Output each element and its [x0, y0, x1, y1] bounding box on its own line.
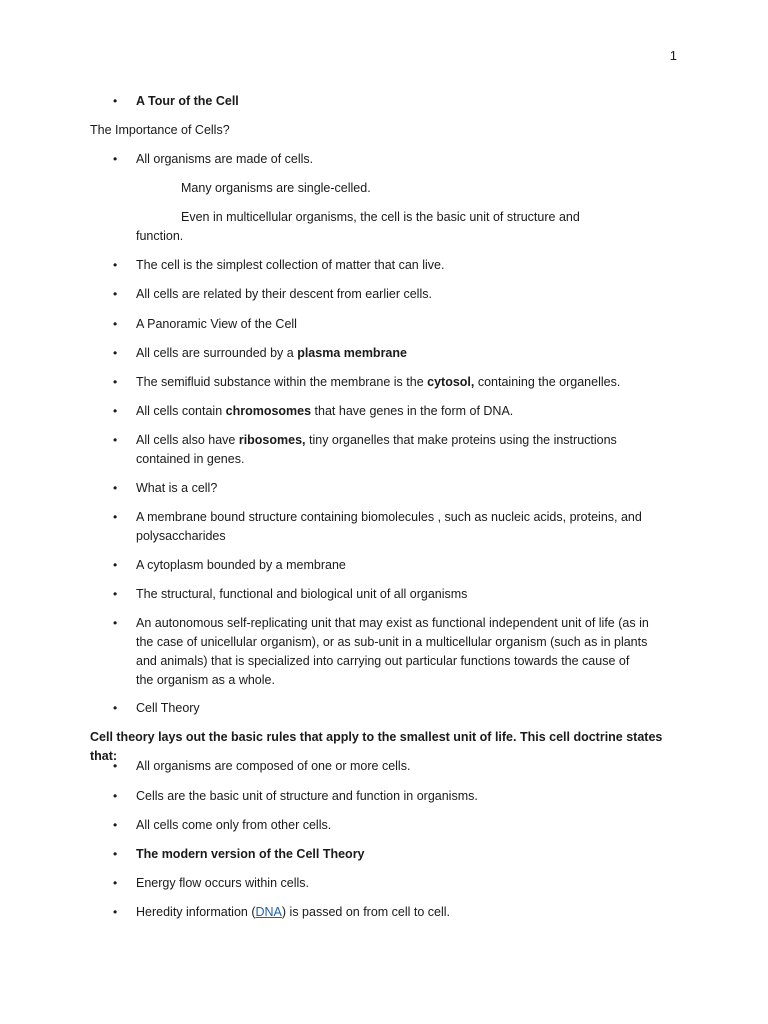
list-item — [136, 402, 676, 421]
text-run: Heredity information ( — [136, 905, 256, 919]
bullet-icon: • — [113, 346, 118, 360]
list-item: A membrane bound structure containing biomolecules , such as nucleic acids, proteins, and — [136, 510, 642, 524]
indented-line: Many organisms are single-celled. — [181, 181, 371, 195]
list-item: A cytoplasm bounded by a membrane — [136, 558, 346, 572]
list-item: All cells come only from other cells. — [136, 818, 332, 832]
bullet-icon: • — [113, 317, 118, 331]
bullet-icon: • — [113, 258, 118, 272]
continuation-line: and animals) that is specialized into carrying out particular functions towards the cause of — [136, 654, 630, 668]
page-number: 1 — [669, 48, 677, 63]
text-run: The semifluid substance within the membrane is the — [136, 375, 428, 389]
list-item: All cells are related by their descent from earlier cells. — [136, 287, 432, 301]
bullet-icon: • — [113, 759, 118, 773]
bullet-icon: • — [113, 905, 118, 919]
bullet-icon: • — [113, 558, 118, 572]
bullet-icon: • — [113, 616, 118, 630]
text-run: containing the organelles. — [474, 375, 621, 389]
indented-line: Even in multicellular organisms, the cell is the basic unit of structure and — [181, 210, 580, 224]
text-run: tiny organelles that make proteins using the instructions — [305, 433, 617, 447]
list-item: All organisms are made of cells. — [136, 152, 314, 166]
heading-importance-of-cells: The Importance of Cells? — [90, 123, 230, 137]
bullet-icon: • — [113, 587, 118, 601]
text-run: All cells are surrounded by a — [136, 346, 298, 360]
continuation-line: contained in genes. — [136, 452, 245, 466]
bold-term: ribosomes, — [238, 433, 306, 447]
text-run: All cells contain — [136, 404, 226, 418]
bullet-icon: • — [113, 152, 118, 166]
bullet-icon: • — [113, 287, 118, 301]
continuation-line: the case of unicellular organism), or as sub-unit in a multicellular organism (such as in plants — [136, 635, 648, 649]
text-run: All cells also have — [136, 433, 239, 447]
list-item: Cells are the basic unit of structure and function in organisms. — [136, 789, 478, 803]
list-item: An autonomous self-replicating unit that may exist as functional independent unit of life (as in — [136, 616, 649, 630]
list-item — [136, 373, 676, 392]
continuation-line: polysaccharides — [136, 529, 226, 543]
bullet-icon: • — [113, 481, 118, 495]
bullet-icon: • — [113, 510, 118, 524]
bullet-icon: • — [113, 433, 118, 447]
bullet-icon: • — [113, 789, 118, 803]
list-item — [136, 344, 676, 363]
bold-term: chromosomes — [225, 404, 312, 418]
list-item — [136, 903, 676, 922]
bullet-icon: • — [113, 701, 118, 715]
list-item: A Panoramic View of the Cell — [136, 317, 297, 331]
bold-term: cytosol, — [427, 375, 475, 389]
list-item: The cell is the simplest collection of matter that can live. — [136, 258, 445, 272]
bullet-icon: • — [113, 847, 118, 861]
bold-term: plasma membrane — [297, 346, 407, 360]
list-item: Energy flow occurs within cells. — [136, 876, 309, 890]
bullet-icon: • — [113, 94, 118, 108]
heading-tour-of-cell: A Tour of the Cell — [136, 94, 239, 108]
bullet-icon: • — [113, 818, 118, 832]
continuation-line: the organism as a whole. — [136, 673, 275, 687]
list-item: All organisms are composed of one or more cells. — [136, 759, 411, 773]
list-item: What is a cell? — [136, 481, 218, 495]
dna-link[interactable]: DNA — [255, 905, 282, 919]
bullet-icon: • — [113, 404, 118, 418]
cell-theory-intro: Cell theory lays out the basic rules that apply to the smallest unit of life. This cell doctrine states that: — [90, 730, 663, 763]
list-item: Cell Theory — [136, 701, 200, 715]
bullet-icon: • — [113, 876, 118, 890]
list-item — [136, 431, 676, 450]
list-item: The structural, functional and biological unit of all organisms — [136, 587, 468, 601]
list-item: The modern version of the Cell Theory — [136, 847, 365, 861]
bullet-icon: • — [113, 375, 118, 389]
text-run: that have genes in the form of DNA. — [311, 404, 514, 418]
continuation-line: function. — [136, 229, 184, 243]
text-run: ) is passed on from cell to cell. — [281, 905, 451, 919]
